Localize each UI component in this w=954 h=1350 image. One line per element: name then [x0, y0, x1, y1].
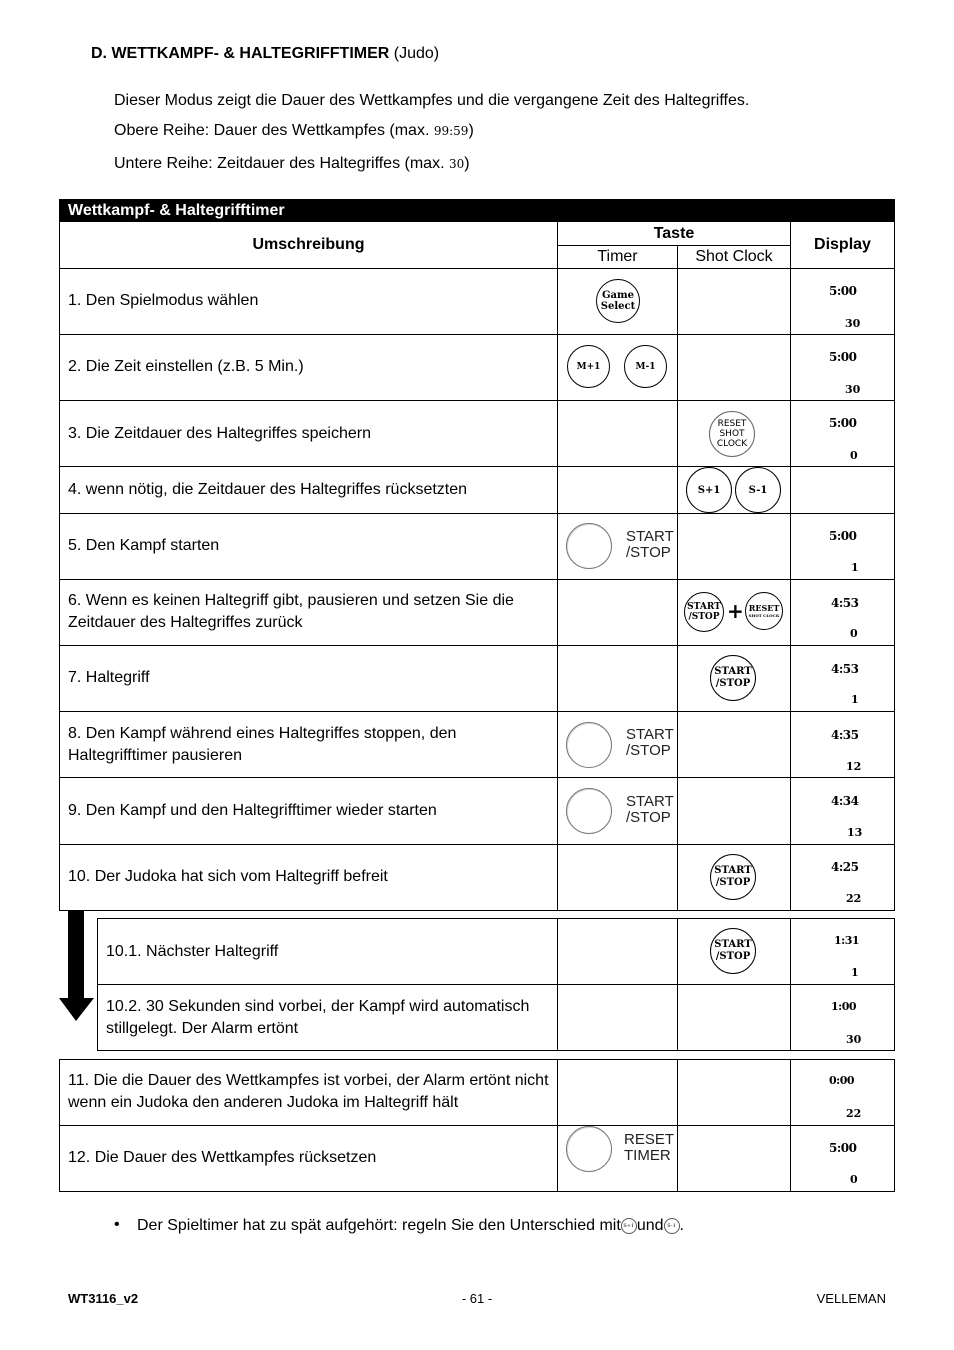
row-6-display-bottom: 0 — [850, 627, 858, 640]
row-12-display-bottom: 0 — [850, 1173, 858, 1186]
start-stop-label-8-line-2: /STOP — [626, 742, 671, 759]
second-plus-label: S+1 — [697, 484, 721, 496]
start-stop-label-8-line-1: START — [626, 726, 674, 743]
start-stop-10-1-line-2: /STOP — [715, 951, 751, 962]
header-timer: Timer — [597, 248, 638, 265]
start-stop-label-5-line-1: START — [626, 528, 674, 545]
header-description: Umschreibung — [252, 236, 365, 253]
footer-right: VELLEMAN — [816, 1291, 886, 1306]
row-6-display-top: 4:53 — [831, 596, 859, 610]
game-select-label-2: Select — [600, 301, 636, 312]
row-7-description: 7. Haltegriff — [68, 669, 150, 686]
note-text-part-2: und — [636, 1217, 664, 1234]
reset-shot-clock-label-1: RESET — [717, 419, 747, 429]
second-minus-icon-label: S-1 — [667, 1223, 676, 1229]
start-stop-button-10-1[interactable] — [710, 928, 756, 974]
row-10-description: 10. Der Judoka hat sich vom Haltegriff befreit — [68, 868, 388, 885]
second-plus-icon — [621, 1218, 637, 1234]
row-5-description: 5. Den Kampf starten — [68, 537, 220, 554]
row-9-description: 9. Den Kampf und den Haltegrifftimer wieder starten — [68, 802, 437, 819]
header-key: Taste — [653, 225, 695, 242]
note-text-part-3: . — [679, 1217, 684, 1234]
reset-shot-clock-button[interactable] — [709, 411, 755, 457]
row-5-display-bottom: 1 — [851, 561, 859, 574]
note-text — [137, 1217, 684, 1235]
minute-minus-button[interactable] — [624, 345, 667, 388]
row-10-display-bottom: 22 — [846, 892, 862, 905]
footer-page-number: - 61 - — [461, 1291, 493, 1306]
intro-line-3-value: 30 — [448, 157, 465, 171]
row-3-display-top: 5:00 — [829, 416, 857, 430]
reset-timer-label — [624, 1132, 674, 1164]
reset-small-line-2: SHOT CLOCK — [748, 612, 780, 618]
intro-line-3 — [114, 155, 470, 173]
start-stop-button-5[interactable] — [566, 523, 612, 569]
row-10-2-display-bottom: 30 — [846, 1033, 862, 1046]
second-minus-icon — [664, 1218, 680, 1234]
row-2-display-top: 5:00 — [829, 350, 857, 364]
row-7-display-top: 4:53 — [831, 662, 859, 676]
reset-small-line-1: RESET — [748, 602, 780, 613]
row-12-display-top: 5:00 — [829, 1141, 857, 1155]
intro-line-1: Dieser Modus zeigt die Dauer des Wettkampfes und die vergangene Zeit des Haltegriffes. — [114, 92, 750, 109]
row-7-display-bottom: 1 — [851, 693, 859, 706]
row-5-display-top: 5:00 — [829, 529, 857, 543]
row-8-display-top: 4:35 — [831, 728, 859, 742]
section-heading — [91, 45, 439, 63]
row-10-1-description: 10.1. Nächster Haltegriff — [106, 943, 279, 960]
row-1-display-top: 5:00 — [829, 284, 857, 298]
header-shotclock: Shot Clock — [695, 248, 773, 265]
start-stop-10-line-1: START — [714, 865, 752, 876]
start-stop-label-5-line-2: /STOP — [626, 544, 671, 561]
plus-sign: + — [727, 599, 744, 623]
intro-line-2-text: Obere Reihe: Dauer des Wettkampfes (max. — [114, 122, 434, 139]
start-stop-button-10[interactable] — [710, 854, 756, 900]
start-stop-button-7[interactable] — [710, 655, 756, 701]
row-8-display-bottom: 12 — [846, 760, 862, 773]
second-minus-button[interactable] — [735, 467, 781, 513]
row-10-1-display-top: 1:31 — [834, 934, 860, 947]
start-stop-button-6[interactable] — [684, 592, 724, 632]
row-4-description: 4. wenn nötig, die Zeitdauer des Haltegriffes rücksetzten — [68, 481, 468, 498]
start-stop-7-line-2: /STOP — [715, 678, 751, 689]
intro-line-2 — [114, 122, 474, 140]
start-stop-button-9[interactable] — [566, 788, 612, 834]
game-select-label-1: Game — [602, 290, 634, 301]
start-stop-6-line-1: START — [687, 602, 721, 612]
intro-line-2-close: ) — [468, 122, 474, 139]
note-bullet: • — [114, 1216, 120, 1233]
row-10-display-top: 4:25 — [831, 860, 859, 874]
start-stop-label-9-line-1: START — [626, 793, 674, 810]
reset-timer-label-line-1: RESET — [624, 1131, 675, 1148]
row-11-description: 11. Die die Dauer des Wettkampfes ist vorbei, der Alarm ertönt nicht wenn ein Judoka den anderen Judoka im Haltegriff hält — [68, 1072, 549, 1111]
start-stop-button-8[interactable] — [566, 722, 612, 768]
row-1-description: 1. Den Spielmodus wählen — [68, 292, 259, 309]
row-10-2-description: 10.2. 30 Sekunden sind vorbei, der Kampf wird automatisch stillgelegt. Der Alarm ertönt — [106, 998, 530, 1037]
row-10-1-display-bottom: 1 — [851, 966, 859, 979]
reset-timer-label-line-2: TIMER — [624, 1147, 671, 1164]
start-stop-label-8 — [626, 727, 674, 759]
section-heading-bold: D. WETTKAMPF- & HALTEGRIFFTIMER — [91, 45, 390, 62]
row-3-display-bottom: 0 — [850, 449, 858, 462]
minute-plus-label: M+1 — [576, 361, 601, 372]
game-select-button[interactable] — [596, 279, 640, 323]
second-plus-icon-label: S+1 — [623, 1223, 635, 1229]
start-stop-6-line-2: /STOP — [688, 612, 720, 622]
table-title: Wettkampf- & Haltegrifftimer — [59, 199, 895, 222]
start-stop-10-line-2: /STOP — [715, 877, 751, 888]
start-stop-label-5 — [626, 529, 674, 561]
reset-shot-clock-label-3: CLOCK — [716, 439, 748, 449]
section-heading-rest: (Judo) — [389, 45, 440, 62]
row-11-display-bottom: 22 — [846, 1107, 862, 1120]
second-plus-button[interactable] — [686, 467, 732, 513]
intro-line-3-close: ) — [464, 155, 470, 172]
start-stop-label-9-line-2: /STOP — [626, 809, 671, 826]
row-12-description: 12. Die Dauer des Wettkampfes rücksetzen — [68, 1149, 377, 1166]
start-stop-label-9 — [626, 794, 674, 826]
reset-shot-clock-label-2: SHOT — [719, 429, 745, 439]
intro-line-2-value: 99:59 — [433, 124, 469, 138]
row-2-description: 2. Die Zeit einstellen (z.B. 5 Min.) — [68, 358, 304, 375]
row-11-display-top: 0:00 — [829, 1074, 855, 1087]
reset-shot-clock-button-small[interactable] — [745, 592, 783, 630]
footer-left: WT3116_v2 — [68, 1291, 139, 1306]
intro-line-3-text: Untere Reihe: Zeitdauer des Haltegriffes (max. — [114, 155, 449, 172]
reset-timer-button[interactable] — [566, 1126, 612, 1172]
row-3-description: 3. Die Zeitdauer des Haltegriffes speichern — [68, 425, 371, 442]
note-text-part-1: Der Spieltimer hat zu spät aufgehört: regeln Sie den Unterschied mit — [137, 1217, 621, 1234]
row-8-description: 8. Den Kampf während eines Haltegriffes stoppen, den Haltegrifftimer pausieren — [68, 725, 457, 764]
start-stop-10-1-line-1: START — [714, 939, 752, 950]
start-stop-7-line-1: START — [714, 666, 752, 677]
row-6-description: 6. Wenn es keinen Haltegriff gibt, pausieren und setzen Sie die Zeitdauer des Haltegriffes zurück — [68, 592, 514, 631]
row-9-display-bottom: 13 — [847, 826, 863, 839]
header-display: Display — [814, 236, 871, 253]
minute-minus-label: M-1 — [635, 361, 656, 372]
row-9-display-top: 4:34 — [831, 794, 859, 808]
row-2-display-bottom: 30 — [845, 383, 861, 396]
row-10-2-display-top: 1:00 — [831, 1000, 857, 1013]
down-arrow-icon — [58, 910, 96, 1022]
row-1-display-bottom: 30 — [845, 317, 861, 330]
minute-plus-button[interactable] — [567, 345, 610, 388]
second-minus-label: S-1 — [748, 484, 768, 496]
